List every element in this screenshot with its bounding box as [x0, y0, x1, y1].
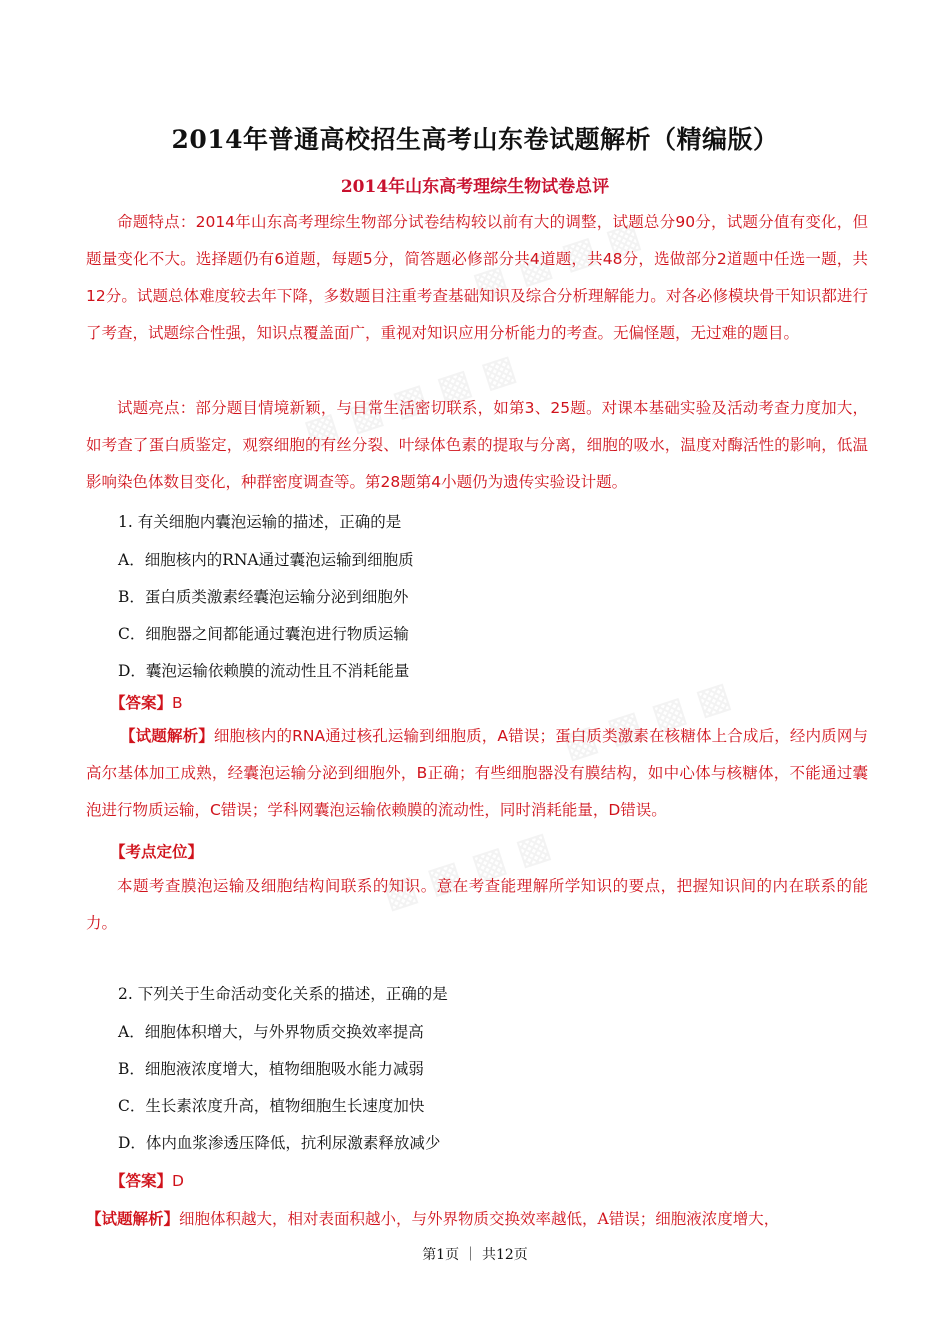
watermark: ▩ ▩ ▩ ▩: [377, 824, 556, 917]
question-2-stem: 2. 下列关于生命活动变化关系的描述，正确的是: [118, 985, 448, 1003]
point-label: 【考点定位】: [110, 843, 204, 861]
page-footer: 第1页 ｜ 共12页: [422, 1247, 528, 1263]
question-2-option-d: D．体内血浆渗透压降低，抗利尿激素释放减少: [118, 1134, 441, 1152]
question-1-answer: [110, 691, 183, 713]
question-1-analysis: [86, 718, 868, 829]
watermark: ▩ ▩ ▩ ▩ ▩: [299, 346, 522, 455]
answer-value: B: [172, 694, 183, 712]
question-1-option-d: D．囊泡运输依赖膜的流动性且不消耗能量: [118, 662, 410, 680]
answer-label: 【答案】: [110, 1172, 173, 1190]
analysis-text: 细胞核内的RNA通过核孔运输到细胞质，A错误；蛋白质类激素在核糖体上合成后，经内质网与高尔基体加工成熟，经囊泡运输分泌到细胞外，B正确；有些细胞器没有膜结构，如中心体与核糖体，不能通过囊泡进行物质运输，C错误；学科网囊泡运输依赖膜的流动性，同时消耗能量，D错误。: [86, 727, 868, 819]
features-paragraph: 命题特点：2014年山东高考理综生物部分试卷结构较以前有大的调整，试题总分90分，试题分值有变化，但题量变化不大。选择题仍有6道题，每题5分，简答题必修部分共4道题，共48分，选做部分2道题中任选一题，共12分。试题总体难度较去年下降，多数题目注重考查基础知识及综合分析理解能力。对各必修模块骨干知识都进行了考查，试题综合性强，知识点覆盖面广，重视对知识应用分析能力的考查。无偏怪题，无过难的题目。: [86, 213, 868, 342]
question-1-point-text: 本题考查膜泡运输及细胞结构间联系的知识。意在考查能理解所学知识的要点，把握知识间的内在联系的能力。: [86, 877, 868, 932]
highlights-paragraph: 试题亮点：部分题目情境新颖，与日常生活密切联系，如第3、25题。对课本基础实验及活动考查力度加大，如考查了蛋白质鉴定，观察细胞的有丝分裂、叶绿体色素的提取与分离，细胞的吸水，温度对酶活性的影响，低温影响染色体数目变化，种群密度调查等。第28题第4小题仍为遗传实验设计题。: [86, 399, 868, 491]
document-title: 2014年普通高校招生高考山东卷试题解析（精编版）: [171, 125, 779, 154]
document-subtitle: 2014年山东高考理综生物试卷总评: [340, 177, 610, 197]
question-2-option-b: B．细胞液浓度增大，植物细胞吸水能力减弱: [118, 1060, 424, 1078]
question-1-option-b: B．蛋白质类激素经囊泡运输分泌到细胞外: [118, 588, 409, 606]
watermark: ▩ ▩ ▩ ▩: [557, 674, 736, 767]
question-2-analysis: [86, 1207, 868, 1229]
question-1-option-c: C．细胞器之间都能通过囊泡进行物质运输: [118, 625, 409, 643]
analysis-label: 【试题解析】: [120, 727, 214, 745]
analysis-text: 细胞体积越大，相对表面积越小，与外界物质交换效率越低，A错误；细胞液浓度增大，: [179, 1210, 780, 1228]
question-2-option-a: A．细胞体积增大，与外界物质交换效率提高: [118, 1023, 424, 1041]
question-1-option-a: A．细胞核内的RNA通过囊泡运输到细胞质: [118, 551, 414, 569]
question-2-option-c: C．生长素浓度升高，植物细胞生长速度加快: [118, 1097, 425, 1115]
question-2-answer: [110, 1169, 184, 1191]
answer-label: 【答案】: [110, 694, 173, 712]
question-1-stem: 1. 有关细胞内囊泡运输的描述，正确的是: [118, 513, 402, 531]
question-1-point-label: [110, 840, 203, 862]
analysis-label: 【试题解析】: [86, 1210, 180, 1228]
watermark: ▩ ▩ ▩ ▩: [467, 214, 646, 307]
answer-value: D: [172, 1172, 184, 1190]
